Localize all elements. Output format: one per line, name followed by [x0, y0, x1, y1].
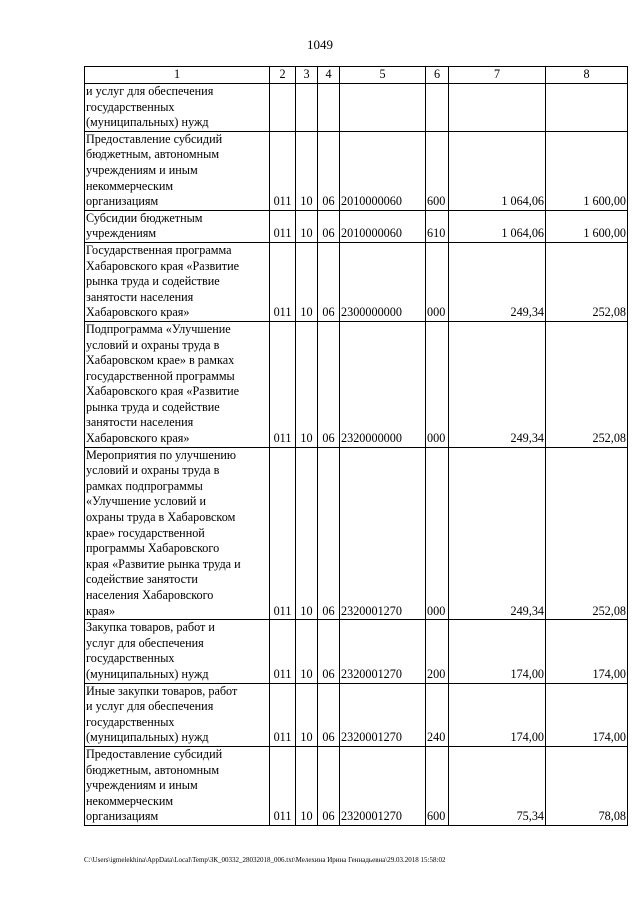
- description-line: (муниципальных) нужд: [86, 115, 209, 130]
- chapter-code-cell: 011: [270, 447, 296, 620]
- row-description: [85, 746, 270, 825]
- table-row: [85, 447, 628, 620]
- row-description: [85, 683, 270, 746]
- description-line: условий и охраны труда в: [86, 463, 220, 478]
- target-article-cell: 2320001270: [340, 620, 426, 683]
- subsection-cell: 06: [318, 131, 340, 210]
- chapter-code-cell: 011: [270, 620, 296, 683]
- description-line: занятости населения: [86, 415, 194, 430]
- description-line: бюджетным, автономным: [86, 147, 220, 162]
- target-article-cell: 2320000000: [340, 321, 426, 447]
- description-line: Субсидии бюджетным: [86, 210, 203, 225]
- description-line: учреждениям и иным: [86, 778, 198, 793]
- table-row: [85, 746, 628, 825]
- description-line: края»: [86, 603, 116, 618]
- expense-type-cell: 000: [426, 447, 449, 620]
- amount-2019-cell: 249,34: [449, 321, 546, 447]
- table-row: [85, 242, 628, 321]
- section-cell: 10: [296, 210, 318, 242]
- expense-type-cell: 200: [426, 620, 449, 683]
- subsection-cell: 06: [318, 620, 340, 683]
- file-path-footer: C:\Users\igmelekhina\AppData\Local\Temp\ЗК_00332_28032018_006.txt\Мелехина Ирина Геннадьевна\29.03.2018 15:58:02: [84, 856, 446, 864]
- description-line: населения Хабаровского: [86, 588, 214, 602]
- description-line: «Улучшение условий и: [86, 494, 206, 509]
- subsection-cell: 06: [318, 683, 340, 746]
- amount-2020-cell: 78,08: [546, 746, 628, 825]
- description-line: Предоставление субсидий: [86, 131, 223, 146]
- description-line: рамках подпрограммы: [86, 478, 203, 493]
- description-line: занятости населения: [86, 289, 194, 304]
- section-cell: 10: [296, 242, 318, 321]
- target-article-cell: 2320001270: [340, 746, 426, 825]
- column-header-4: 4: [318, 67, 340, 84]
- chapter-code-cell: 011: [270, 683, 296, 746]
- amount-2019-cell: 1 064,06: [449, 131, 546, 210]
- table-row: [85, 84, 628, 132]
- row-description: [85, 131, 270, 210]
- section-cell: 10: [296, 447, 318, 620]
- subsection-cell: [318, 84, 340, 132]
- description-line: государственных: [86, 714, 175, 729]
- description-line: крае» государственной: [86, 525, 205, 540]
- target-article-cell: 2320001270: [340, 683, 426, 746]
- description-line: и услуг для обеспечения: [86, 699, 214, 714]
- description-line: бюджетным, автономным: [86, 762, 220, 777]
- description-line: (муниципальных) нужд: [86, 666, 209, 681]
- description-line: Закупка товаров, работ и: [86, 620, 215, 635]
- column-header-6: 6: [426, 67, 449, 84]
- header-row: [85, 67, 628, 84]
- subsection-cell: 06: [318, 242, 340, 321]
- subsection-cell: 06: [318, 447, 340, 620]
- amount-2020-cell: [546, 84, 628, 132]
- description-line: услуг для обеспечения: [86, 635, 204, 650]
- description-line: и услуг для обеспечения: [86, 84, 214, 98]
- description-line: рынка труда и содействие: [86, 399, 220, 414]
- description-line: программы Хабаровского: [86, 541, 220, 556]
- description-line: Государственная программа: [86, 242, 232, 257]
- description-line: государственных: [86, 651, 175, 666]
- section-cell: 10: [296, 746, 318, 825]
- description-line: Иные закупки товаров, работ: [86, 683, 238, 698]
- description-line: охраны труда в Хабаровском: [86, 510, 236, 525]
- chapter-code-cell: [270, 84, 296, 132]
- description-line: Хабаровского края «Развитие: [86, 384, 240, 399]
- expense-type-cell: 000: [426, 242, 449, 321]
- description-line: Мероприятия по улучшению: [86, 447, 236, 462]
- chapter-code-cell: 011: [270, 746, 296, 825]
- amount-2019-cell: 249,34: [449, 447, 546, 620]
- chapter-code-cell: 011: [270, 321, 296, 447]
- description-line: содействие занятости: [86, 572, 198, 587]
- row-description: [85, 84, 270, 132]
- description-line: условий и охраны труда в: [86, 337, 220, 352]
- amount-2020-cell: 252,08: [546, 242, 628, 321]
- column-header-3: 3: [296, 67, 318, 84]
- target-article-cell: 2300000000: [340, 242, 426, 321]
- expense-type-cell: 240: [426, 683, 449, 746]
- description-line: некоммерческим: [86, 793, 174, 808]
- row-description: [85, 210, 270, 242]
- chapter-code-cell: 011: [270, 131, 296, 210]
- amount-2019-cell: 1 064,06: [449, 210, 546, 242]
- column-header-5: 5: [340, 67, 426, 84]
- description-line: Предоставление субсидий: [86, 746, 223, 761]
- subsection-cell: 06: [318, 746, 340, 825]
- description-line: края «Развитие рынка труда и: [86, 556, 241, 571]
- description-line: (муниципальных) нужд: [86, 730, 209, 745]
- column-header-7: 7: [449, 67, 546, 84]
- table-row: [85, 683, 628, 746]
- expense-type-cell: 000: [426, 321, 449, 447]
- target-article-cell: 2320001270: [340, 447, 426, 620]
- section-cell: 10: [296, 683, 318, 746]
- description-line: организациям: [86, 809, 159, 824]
- row-description: [85, 620, 270, 683]
- page-number: 1049: [307, 37, 333, 52]
- amount-2019-cell: 75,34: [449, 746, 546, 825]
- target-article-cell: 2010000060: [340, 210, 426, 242]
- description-line: учреждениям: [86, 226, 157, 241]
- description-line: Подпрограмма «Улучшение: [86, 321, 231, 336]
- row-description: [85, 447, 270, 620]
- section-cell: 10: [296, 321, 318, 447]
- amount-2020-cell: 1 600,00: [546, 131, 628, 210]
- table-row: [85, 131, 628, 210]
- table-row: [85, 620, 628, 683]
- column-header-2: 2: [270, 67, 296, 84]
- subsection-cell: 06: [318, 321, 340, 447]
- table-body: [85, 84, 628, 826]
- section-cell: [296, 84, 318, 132]
- expense-type-cell: [426, 84, 449, 132]
- description-line: организациям: [86, 194, 159, 209]
- description-line: учреждениям и иным: [86, 162, 198, 177]
- description-line: Хабаровском крае» в рамках: [86, 353, 235, 368]
- table-row: [85, 210, 628, 242]
- amount-2020-cell: 252,08: [546, 447, 628, 620]
- target-article-cell: [340, 84, 426, 132]
- amount-2020-cell: 174,00: [546, 683, 628, 746]
- chapter-code-cell: 011: [270, 242, 296, 321]
- amount-2019-cell: 174,00: [449, 683, 546, 746]
- budget-table: [84, 66, 628, 826]
- chapter-code-cell: 011: [270, 210, 296, 242]
- description-line: некоммерческим: [86, 178, 174, 193]
- target-article-cell: 2010000060: [340, 131, 426, 210]
- description-line: Хабаровского края»: [86, 431, 190, 446]
- amount-2019-cell: 249,34: [449, 242, 546, 321]
- amount-2020-cell: 252,08: [546, 321, 628, 447]
- expense-type-cell: 610: [426, 210, 449, 242]
- section-cell: 10: [296, 620, 318, 683]
- table-row: [85, 321, 628, 447]
- row-description: [85, 242, 270, 321]
- amount-2020-cell: 1 600,00: [546, 210, 628, 242]
- row-description: [85, 321, 270, 447]
- amount-2019-cell: 174,00: [449, 620, 546, 683]
- expense-type-cell: 600: [426, 131, 449, 210]
- description-line: Хабаровского края «Развитие: [86, 258, 240, 273]
- description-line: государственных: [86, 99, 175, 114]
- description-line: Хабаровского края»: [86, 305, 190, 320]
- section-cell: 10: [296, 131, 318, 210]
- amount-2019-cell: [449, 84, 546, 132]
- subsection-cell: 06: [318, 210, 340, 242]
- column-header-8: 8: [546, 67, 628, 84]
- expense-type-cell: 600: [426, 746, 449, 825]
- description-line: рынка труда и содействие: [86, 274, 220, 289]
- amount-2020-cell: 174,00: [546, 620, 628, 683]
- column-header-1: 1: [85, 67, 270, 84]
- description-line: государственной программы: [86, 368, 235, 383]
